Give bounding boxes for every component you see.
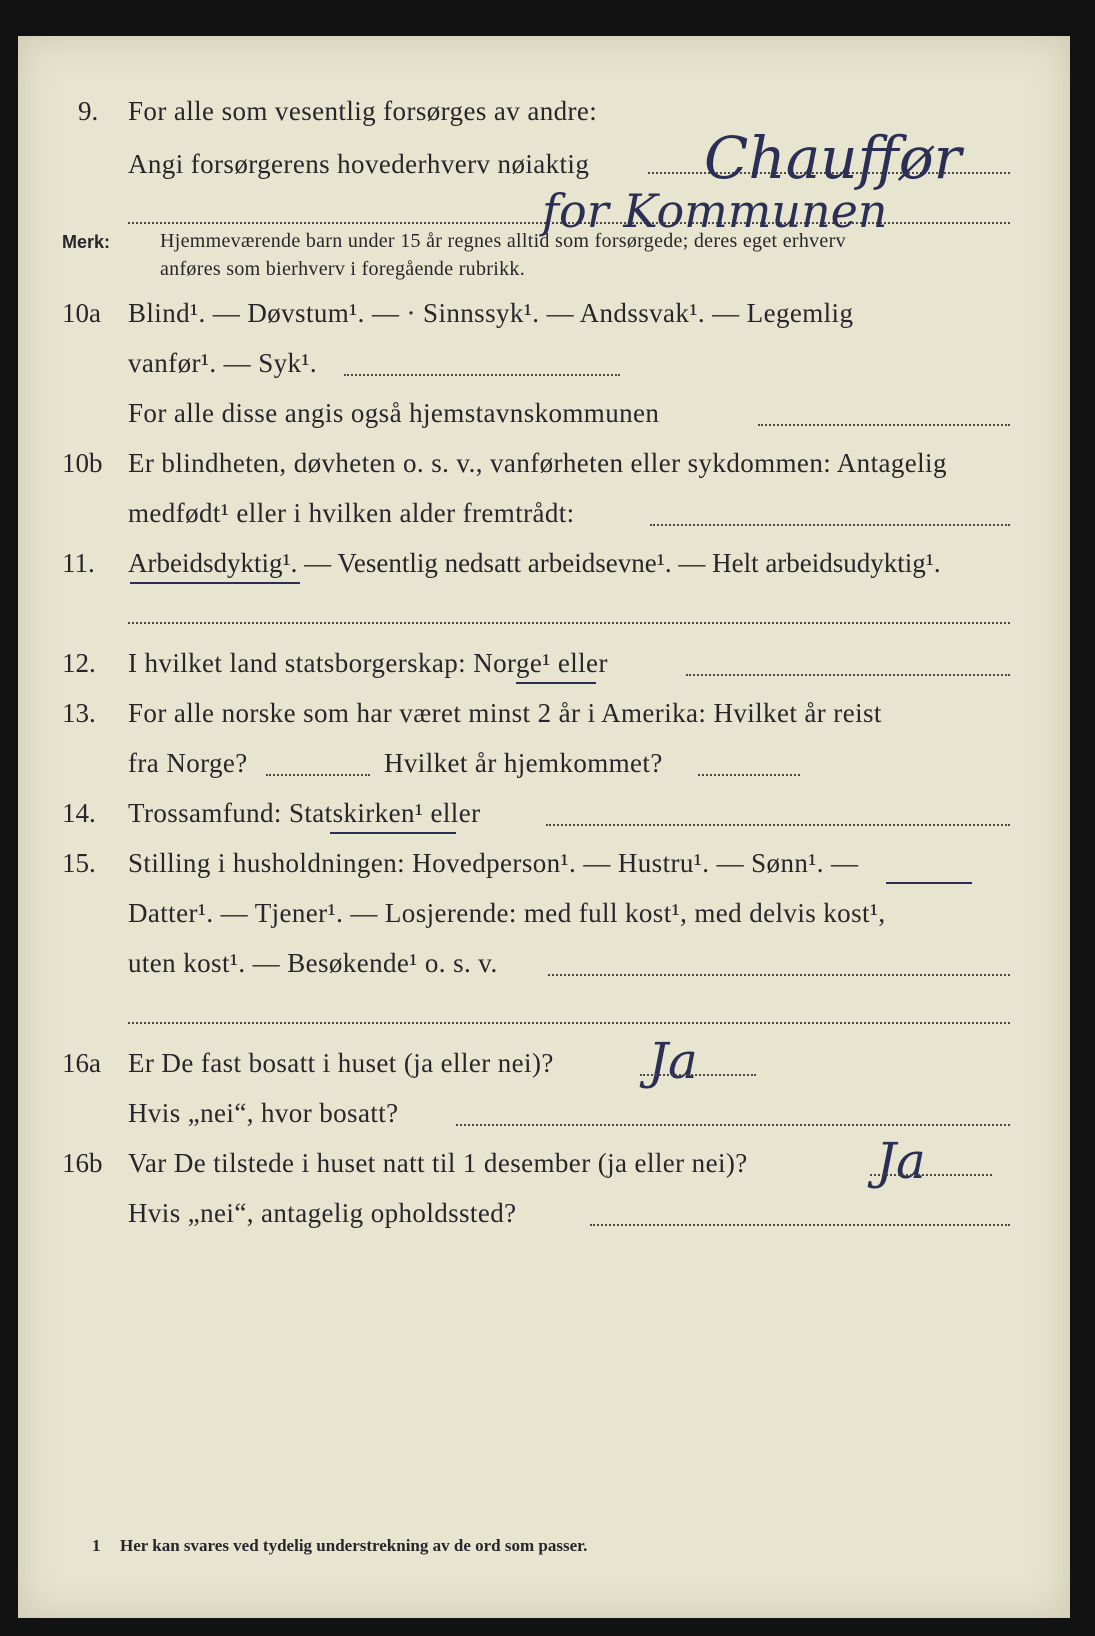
q12-number: 12. — [62, 648, 96, 678]
q14-number: 14. — [62, 798, 96, 828]
q13-number: 13. — [62, 698, 96, 728]
q10a-hometown-line[interactable] — [758, 424, 1010, 426]
q14-line1: Trossamfund: Statskirken¹ eller — [128, 798, 481, 828]
q12-underline-mark — [516, 682, 596, 684]
q9-handwritten-answer2: for Kommunen — [542, 184, 888, 238]
q14-answer-line[interactable] — [546, 824, 1010, 826]
q10a-line3: For alle disse angis også hjemstavnskommunen — [128, 398, 660, 428]
footnote-mark: 1 — [92, 1536, 101, 1555]
q15-line2: Datter¹. — Tjener¹. — Losjerende: med full kost¹, med delvis kost¹, — [128, 898, 886, 928]
q10b-line2: medfødt¹ eller i hvilken alder fremtrådt: — [128, 498, 575, 528]
footnote-text: Her kan svares ved tydelig understrekning av de ord som passer. — [120, 1536, 588, 1555]
q15-line1: Stilling i husholdningen: Hovedperson¹. — Hustru¹. — Sønn¹. — — [128, 848, 859, 878]
census-form-page — [18, 36, 1070, 1618]
q15-line3: uten kost¹. — Besøkende¹ o. s. v. — [128, 948, 498, 978]
q16a-handwritten-answer: Ja — [648, 1032, 698, 1090]
q9-number: 9. — [78, 96, 99, 126]
q16b-number: 16b — [62, 1148, 103, 1178]
q10a-line1: Blind¹. — Døvstum¹. — · Sinnssyk¹. — Andssvak¹. — Legemlig — [128, 298, 854, 328]
q10a-number: 10a — [62, 298, 101, 328]
q9-line1: For alle som vesentlig forsørges av andre: — [128, 96, 598, 126]
q14-underline-mark — [330, 832, 456, 834]
q16b-line2: Hvis „nei“, antagelig opholdssted? — [128, 1198, 517, 1228]
q10b-number: 10b — [62, 448, 103, 478]
merk-line1: Hjemmeværende barn under 15 år regnes alltid som forsørgede; deres eget erhverv — [160, 230, 846, 252]
q12-answer-line[interactable] — [686, 674, 1010, 676]
q13-line2b: Hvilket år hjemkommet? — [384, 748, 663, 778]
q13-line1: For alle norske som har været minst 2 år i Amerika: Hvilket år reist — [128, 698, 882, 728]
q10a-answer-line[interactable] — [344, 374, 620, 376]
q13-return-line[interactable] — [698, 774, 800, 776]
q10b-answer-line[interactable] — [650, 524, 1010, 526]
q13-departure-line[interactable] — [266, 774, 370, 776]
q11-answer-line[interactable] — [128, 622, 1010, 624]
q16b-handwritten-answer: Ja — [876, 1132, 926, 1190]
q13-line2a: fra Norge? — [128, 748, 248, 778]
q16a-answer-line[interactable] — [640, 1074, 756, 1076]
q16a-residence-line[interactable] — [456, 1124, 1010, 1126]
q15-answer-line1[interactable] — [548, 974, 1010, 976]
q10a-line2: vanfør¹. — Syk¹. — [128, 348, 318, 378]
q15-number: 15. — [62, 848, 96, 878]
q16b-answer-line[interactable] — [870, 1174, 992, 1176]
q16a-line1: Er De fast bosatt i huset (ja eller nei)? — [128, 1048, 554, 1078]
q16a-number: 16a — [62, 1048, 101, 1078]
q12-line1: I hvilket land statsborgerskap: Norge¹ eller — [128, 648, 608, 678]
q9-line2: Angi forsørgerens hovederhverv nøiaktig — [128, 149, 590, 179]
q11-underline-mark — [130, 582, 300, 584]
q16b-location-line[interactable] — [590, 1224, 1010, 1226]
q15-answer-line2[interactable] — [128, 1022, 1010, 1024]
q11-line1: Arbeidsdyktig¹. — Vesentlig nedsatt arbeidsevne¹. — Helt arbeidsudyktig¹. — [128, 548, 941, 578]
q16b-line1: Var De tilstede i huset natt til 1 desember (ja eller nei)? — [128, 1148, 748, 1178]
q9-handwritten-answer1: Chauffør — [704, 124, 962, 192]
merk-label: Merk: — [62, 232, 111, 252]
merk-line2: anføres som bierhverv i foregående rubrikk. — [160, 258, 525, 280]
q15-underline-mark — [886, 882, 972, 884]
q16a-line2: Hvis „nei“, hvor bosatt? — [128, 1098, 399, 1128]
q10b-line1: Er blindheten, døvheten o. s. v., vanførheten eller sykdommen: Antagelig — [128, 448, 947, 478]
q11-number: 11. — [62, 548, 95, 578]
